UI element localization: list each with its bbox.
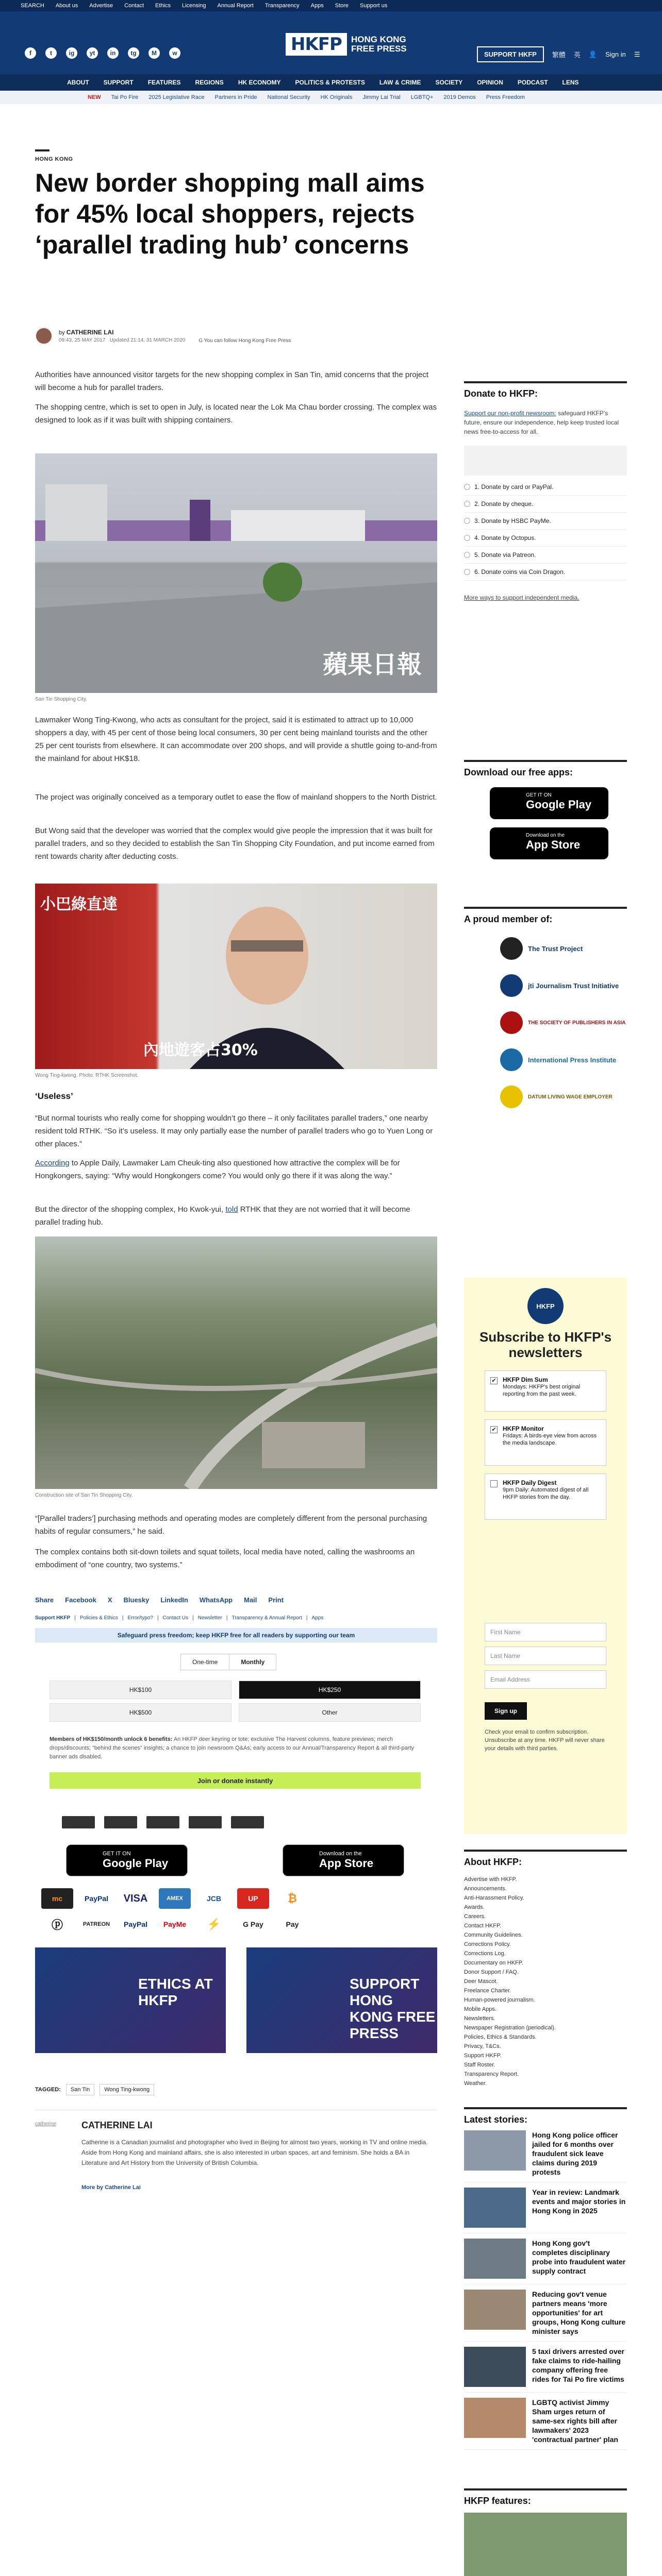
author-name-link[interactable]: CATHERINE LAI (66, 329, 114, 336)
story-item[interactable] (464, 2233, 627, 2284)
living-wage-icon (500, 1086, 523, 1108)
about-link[interactable]: Contact HKFP. (464, 1923, 501, 1929)
radio-icon (464, 569, 470, 575)
told-link[interactable]: told (225, 1205, 238, 1214)
support-hkfp-button[interactable]: SUPPORT HKFP (477, 46, 544, 62)
nav-regions[interactable]: REGIONS (195, 79, 224, 86)
share-bluesky[interactable]: Bluesky (123, 1596, 150, 1604)
topbar-about[interactable]: About us (55, 3, 78, 9)
ipi-logo (189, 1816, 222, 1828)
nav-opinion[interactable]: OPINION (477, 79, 503, 86)
method-label: 1. Donate by card or PayPal. (474, 483, 554, 490)
byline (35, 327, 291, 345)
about-link[interactable]: Corrections Policy. (464, 1941, 511, 1947)
author-box (35, 2110, 437, 2121)
telegram-icon[interactable]: tg (128, 47, 139, 59)
topbar-contact[interactable]: Contact (124, 3, 144, 9)
trending-item[interactable]: Press Freedom (486, 94, 525, 100)
top-utility-bar (0, 0, 662, 11)
jti-logo (104, 1816, 137, 1828)
amount-option[interactable]: HK$500 (49, 1703, 231, 1722)
paragraph: But Wong said that the developer was worried that the complex would give people the impression that it was built for parallel traders, and so they decided to establish the San Tin Shopping City Foundation, and put income earned from rent towards charity after deducting costs. (35, 826, 435, 861)
store-big-text: Google Play (103, 1857, 169, 1870)
story-item[interactable] (464, 2284, 627, 2342)
method-label: 5. Donate via Patreon. (474, 551, 536, 558)
story-title[interactable]: Hong Kong police officer jailed for 6 months over fraudulent sick leave claims during 2019 protests (532, 2131, 618, 2176)
about-link[interactable]: Anti-Harassment Policy. (464, 1895, 524, 1901)
jti-badge[interactable] (500, 974, 627, 997)
google-pay-icon: G Pay (243, 1920, 263, 1928)
newsletter-signup-button[interactable]: Sign up (485, 1702, 527, 1720)
article-headline: New border shopping mall aims for 45% local shoppers, rejects ‘parallel trading hub’ concerns (35, 168, 425, 259)
story-thumbnail (464, 2347, 526, 2387)
about-link[interactable]: Community Guidelines. (464, 1932, 523, 1938)
x-icon[interactable]: t (45, 47, 57, 59)
nav-hk-economy[interactable]: HK ECONOMY (238, 79, 281, 86)
donation-amounts (49, 1681, 421, 1722)
about-link[interactable]: Advertise with HKFP. (464, 1876, 517, 1883)
topbar-apps[interactable]: Apps (310, 3, 324, 9)
benefits-heading: Members of HK$150/month unlock 6 benefits: (49, 1736, 173, 1742)
donation-method[interactable] (464, 479, 627, 496)
sidebar-app-store[interactable] (490, 827, 608, 859)
trending-bar (0, 91, 662, 104)
header-actions (477, 46, 640, 62)
about-link[interactable]: Donor Support / FAQ. (464, 1969, 519, 1975)
trust-project-logo (62, 1816, 95, 1828)
author-avatar[interactable] (35, 327, 53, 345)
story-item[interactable] (464, 2125, 627, 2182)
monthly-tab[interactable]: Monthly (229, 1654, 276, 1670)
nav-about[interactable]: ABOUT (67, 79, 89, 86)
ipi-badge[interactable] (500, 1048, 627, 1071)
donate-heading: Donate to HKFP: (464, 381, 627, 399)
article-kicker[interactable]: HONG KONG (35, 156, 73, 162)
trending-item[interactable]: Tai Po Fire (111, 94, 139, 100)
share-mail[interactable]: Mail (244, 1596, 257, 1604)
article-footer-links (35, 1615, 323, 1621)
sign-in-link[interactable]: Sign in (605, 50, 626, 58)
paragraph: “[Parallel traders’] purchasing methods and operating modes are completely different from the personal purchasing habits of regular consumers,” he said. (35, 1514, 427, 1536)
youtube-icon[interactable]: yt (87, 47, 98, 59)
trending-item[interactable]: HK Originals (320, 94, 353, 100)
trending-item[interactable]: 2025 Legislative Race (148, 94, 205, 100)
trending-item[interactable]: LGBTQ+ (410, 94, 434, 100)
donation-method[interactable] (464, 513, 627, 530)
footer-link[interactable]: Contact Us (162, 1615, 189, 1621)
tagged-label: TAGGED: (35, 2087, 61, 2093)
whatsapp-icon[interactable]: w (169, 47, 180, 59)
store-small-text: GET IT ON (526, 792, 552, 798)
donation-frequency-toggle (180, 1654, 276, 1670)
checkbox-checked[interactable]: ✔ (490, 1377, 498, 1384)
newsletter-option-dim-sum[interactable] (485, 1370, 606, 1412)
separator: | (157, 1615, 159, 1621)
about-link[interactable]: Mobile Apps. (464, 2006, 496, 2012)
living-wage-logo (231, 1816, 264, 1828)
mastercard-icon: mc (41, 1888, 73, 1909)
about-link[interactable]: Staff Roster. (464, 2062, 495, 2068)
method-label: 4. Donate by Octopus. (474, 534, 536, 541)
one-time-tab[interactable]: One-time (192, 1658, 218, 1666)
newsletter-desc: 9pm Daily: Automated digest of all HKFP stories from the day. (503, 1487, 589, 1500)
jti-icon (500, 974, 523, 997)
topbar-transparency[interactable]: Transparency (264, 3, 300, 9)
join-donate-button[interactable]: Join or donate instantly (49, 1772, 421, 1789)
store-small-text: GET IT ON (103, 1851, 131, 1857)
story-item[interactable] (464, 2182, 627, 2233)
about-link[interactable]: Freelance Charter. (464, 1988, 511, 1994)
menu-icon[interactable]: ☰ (634, 50, 640, 58)
newsletter-title: HKFP Monitor (503, 1425, 544, 1432)
share-x[interactable]: X (107, 1596, 112, 1604)
about-link[interactable]: Human-powered journalism. (464, 1997, 535, 2003)
story-thumbnail (464, 2290, 526, 2330)
octopus-icon: ⚡ (207, 1918, 221, 1930)
paragraph: The shopping centre, which is set to open in July, is located near the Lok Ma Chau border crossing. The complex was designed to look as if it was built with shipping containers. (35, 403, 437, 425)
story-thumbnail (464, 2130, 526, 2171)
about-heading: About HKFP: (464, 1850, 627, 1868)
author-bio: Catherine is a Canadian journalist and photographer who lived in Beijing for almost two years, working in TV and online media. Aside from Hong Kong and mainland affairs, she is also interested in urban spaces, art and feminism. She holds a BA in Literature and Art History from the University of British Columbia. (81, 2139, 428, 2166)
amex-icon: AMEX (159, 1888, 191, 1909)
share-label: Share (35, 1596, 54, 1604)
logo-text: HONG KONG FREE PRESS (351, 35, 407, 54)
method-label: 3. Donate by HSBC PayMe. (474, 517, 551, 524)
google-icon: G (198, 337, 203, 344)
instagram-icon[interactable]: ig (66, 47, 77, 59)
ethics-promo-banner[interactable]: ETHICS AT HKFP (35, 1947, 226, 2053)
store-big-text: App Store (319, 1857, 374, 1870)
benefits-text: An HKFP deer keyring or tote; exclusive The Harvest columns, feature previews; merch drops/discounts; “behind the scenes” insights; a chance to join newsroom Q&As; early access to our Annual/Transparency Report & all third-party banner ads disabled. (49, 1736, 415, 1760)
footer-link[interactable]: Error/typo? (127, 1615, 153, 1621)
according-link[interactable]: According (35, 1159, 70, 1167)
topbar-search[interactable]: SEARCH (21, 3, 44, 9)
construction-site-photo (35, 1236, 437, 1489)
about-link[interactable]: Transparency Report. (464, 2071, 519, 2077)
paragraph (35, 1203, 437, 1229)
share-facebook[interactable]: Facebook (65, 1596, 96, 1604)
footer-link[interactable]: Policies & Ethics (79, 1615, 118, 1621)
wong-ting-kwong-photo (35, 884, 437, 1069)
apple-daily-watermark: 蘋果日報 (322, 650, 422, 679)
amount-option-selected[interactable]: HK$250 (239, 1681, 421, 1699)
latest-heading: Latest stories: (464, 2107, 627, 2125)
mastodon-icon[interactable]: M (148, 47, 160, 59)
aerial-art (35, 1236, 437, 1489)
newsletter-logo: HKFP (527, 1288, 564, 1324)
latest-stories (464, 2107, 627, 2450)
trending-item[interactable]: Partners in Pride (214, 94, 257, 100)
about-link[interactable]: Newsletters. (464, 2015, 495, 2022)
facebook-icon[interactable]: f (25, 47, 36, 59)
topbar-licensing[interactable]: Licensing (182, 3, 206, 9)
member-heading: A proud member of: (464, 907, 627, 925)
about-link[interactable]: Careers. (464, 1913, 486, 1920)
user-icon[interactable]: 👤 (588, 50, 598, 58)
about-sidebar (464, 1850, 627, 2088)
new-badge: NEW (88, 94, 101, 100)
footer-link[interactable]: Newsletter (197, 1615, 222, 1621)
tags-row (35, 2084, 154, 2095)
language-switch[interactable]: 繁體 (552, 51, 566, 59)
checkbox-unchecked[interactable] (490, 1480, 498, 1487)
membership-benefits (49, 1735, 421, 1761)
paragraph-text: RTHK that they are not worried that it will become parallel trading hub. (35, 1205, 410, 1227)
radio-icon (464, 552, 470, 558)
about-link[interactable]: Corrections Log. (464, 1951, 506, 1957)
paragraph-text: But the director of the shopping complex, Ho Kwok-yui, (35, 1205, 226, 1214)
living-wage-badge[interactable] (500, 1086, 627, 1108)
trending-item[interactable]: 2019 Demos (443, 94, 476, 100)
patreon-icon: PATREON (82, 1921, 110, 1927)
feature-image[interactable] (464, 2513, 627, 2576)
membership-sidebar (464, 907, 627, 1123)
paragraph-text: to Apple Daily, Lawmaker Lam Cheuk-ting also questioned how attractive the complex will be for Hongkongers, saying: “Why would Hongkongers come? You would only go there if it was along the way.” (35, 1159, 400, 1180)
follow-label: You can follow Hong Kong Free Press (204, 337, 291, 344)
story-title[interactable]: 5 taxi drivers arrested over fake claims to ride-hailing company offering free rides for Tai Po fire victims (532, 2347, 624, 2383)
newsletter-desc: Mondays: HKFP's best original reporting from the past week. (503, 1384, 581, 1397)
apple-pay-icon: Pay (286, 1920, 299, 1928)
story-item[interactable] (464, 2342, 627, 2393)
paragraph: “But normal tourists who really come for shopping wouldn’t go there – it only facilitates parallel traders,” one nearby resident told RTHK. “So it’s useless. It may only partially ease the number of parallel traders who go to Yuen Long or other places.” (35, 1114, 433, 1148)
by-label: by (59, 330, 65, 336)
social-links (25, 47, 180, 59)
tag-link[interactable]: San Tin (66, 2084, 94, 2095)
donate-intro (464, 409, 627, 436)
newsletter-option-monitor[interactable] (485, 1419, 606, 1466)
payme-icon: PayMe (163, 1920, 187, 1928)
trending-item[interactable]: National Security (267, 94, 310, 100)
newsletter-title: HKFP Daily Digest (503, 1479, 557, 1486)
sopa-logo (146, 1816, 179, 1828)
newsletter-title: HKFP Dim Sum (503, 1376, 548, 1383)
apps-sidebar (464, 760, 627, 859)
more-by-author-link[interactable]: More by Catherine Lai (81, 2184, 141, 2191)
author-box-name[interactable]: CATHERINE LAI (81, 2120, 153, 2130)
sopa-badge[interactable] (500, 1011, 627, 1034)
site-header (0, 11, 662, 74)
topbar-support[interactable]: Support us (360, 3, 388, 9)
separator: | (122, 1615, 124, 1621)
more-ways-link[interactable]: More ways to support independent media. (464, 594, 580, 601)
support-promo-banner[interactable]: SUPPORT HONG KONG FREE PRESS (246, 1947, 437, 2053)
about-link[interactable]: Documentary on HKFP. (464, 1960, 523, 1966)
paragraph (35, 1157, 437, 1182)
support-newsroom-link[interactable]: Support our non-profit newsroom: (464, 410, 556, 417)
story-title[interactable]: LGBTQ activist Jimmy Sham urges return of same-sex rights bill after lawmakers' 2023 'contractual partner' plan (532, 2398, 618, 2444)
nav-features[interactable]: FEATURES (147, 79, 181, 86)
share-row (35, 1596, 284, 1604)
share-print[interactable]: Print (268, 1596, 284, 1604)
payment-methods-row-1 (41, 1888, 308, 1909)
nav-society[interactable]: SOCIETY (435, 79, 463, 86)
payment-methods-row-2 (41, 1914, 308, 1935)
story-title[interactable]: Reducing gov't venue partners means 'more opportunities' for art groups, Hong Kong culture minister says (532, 2290, 626, 2335)
newsletter-heading: Subscribe to HKFP's newsletters (479, 1329, 612, 1360)
story-item[interactable] (464, 2393, 627, 2450)
publish-date: 09:43, 25 MAY 2017 (59, 337, 106, 343)
donate-intro-text: safeguard HKFP’s future, ensure our independence, help keep trusted local news free-to-access for all. (464, 410, 619, 435)
section-subhead: ‘Useless’ (35, 1091, 73, 1101)
paragraph: The project was originally conceived as a temporary outlet to ease the flow of mainland shoppers to the North District. (35, 793, 437, 802)
patreon-p-icon: ⓟ (51, 1918, 63, 1931)
member-org-logos (62, 1816, 264, 1828)
author-photo[interactable]: catherine (35, 2121, 57, 2127)
radio-icon (464, 484, 470, 490)
separator: | (226, 1615, 228, 1621)
story-thumbnail (464, 2398, 526, 2438)
site-logo[interactable] (286, 33, 408, 56)
visa-icon: VISA (123, 1892, 148, 1904)
amount-option[interactable]: Other (239, 1703, 421, 1722)
updated-date: Updated 21:14, 31 MARCH 2020 (109, 337, 186, 343)
last-name-field[interactable]: Last Name (485, 1647, 606, 1665)
store-big-text: Google Play (526, 798, 592, 811)
sidebar-google-play[interactable] (490, 787, 608, 819)
about-link[interactable]: Newspaper Registration (periodical). (464, 2025, 556, 2031)
nav-law-crime[interactable]: LAW & CRIME (379, 79, 421, 86)
jcb-icon: JCB (206, 1894, 221, 1903)
topbar-ethics[interactable]: Ethics (155, 3, 171, 9)
app-store-button[interactable] (283, 1844, 404, 1876)
follow-hkfp-link[interactable] (198, 338, 291, 344)
photo-caption: San Tin Shopping City. (35, 697, 87, 702)
share-linkedin[interactable]: LinkedIn (160, 1596, 188, 1604)
story-thumbnail (464, 2188, 526, 2228)
member-name: jti Journalism Trust Initiative (528, 981, 619, 990)
card-logos (464, 446, 627, 476)
nav-support[interactable]: SUPPORT (103, 79, 134, 86)
story-title[interactable]: Hong Kong gov't completes disciplinary probe into fraudulent water supply contract (532, 2239, 626, 2275)
about-link[interactable]: Privacy, T&Cs. (464, 2043, 501, 2049)
newsletter-note: Check your email to confirm subscription. Unsubscribe at any time. HKFP will never share your details with third parties. (485, 1729, 605, 1752)
radio-icon (464, 501, 470, 507)
about-link[interactable]: Policies, Ethics & Standards. (464, 2034, 537, 2040)
nav-lens[interactable]: LENS (562, 79, 579, 86)
member-name: The Trust Project (528, 944, 583, 953)
main-nav (0, 74, 662, 91)
paragraph: The complex contains both sit-down toilets and squat toilets, local media have noted, calling the washrooms an embodiment of “one country, two systems.” (35, 1548, 415, 1569)
email-field[interactable]: Email Address (485, 1670, 606, 1689)
footer-link[interactable]: Apps (311, 1615, 324, 1621)
logo-mark: HKFP (286, 33, 347, 56)
amount-option[interactable]: HK$100 (49, 1681, 231, 1699)
paragraph: Lawmaker Wong Ting-Kwong, who acts as consultant for the project, said it is estimated to attract up to 10,000 shoppers a day, with 45 per cent of those being local consumers, 30 per cent being mainland tourists and the other 25 per cent tourists from elsewhere. It can accommodate over 200 shops, and will provide a shuttle going to-and-from the mainland for about HK$18. (35, 716, 437, 763)
story-thumbnail (464, 2239, 526, 2279)
store-small-text: Download on the (526, 833, 565, 838)
kicker-rule (35, 149, 49, 151)
hkfp-features (464, 2488, 627, 2576)
photo-overlay-bottom: 內地遊客占30% (143, 1041, 258, 1059)
trust-project-badge[interactable] (500, 937, 627, 960)
donation-method[interactable] (464, 530, 627, 547)
about-link[interactable]: Weather. (464, 2080, 487, 2087)
member-name: DATUM LIVING WAGE EMPLOYER (528, 1094, 613, 1100)
photo-caption: Wong Ting-kwong. Photo: RTHK Screenshot. (35, 1073, 139, 1078)
member-name: International Press Institute (528, 1056, 617, 1064)
apps-heading: Download our free apps: (464, 760, 627, 778)
separator: | (192, 1615, 194, 1621)
google-play-button[interactable] (66, 1844, 188, 1876)
member-name: THE SOCIETY OF PUBLISHERS IN ASIA (528, 1020, 626, 1026)
mall-photo (35, 453, 437, 693)
radio-icon (464, 518, 470, 524)
about-link[interactable]: Support HKFP. (464, 2053, 502, 2059)
checkbox-checked[interactable]: ✔ (490, 1426, 498, 1433)
store-big-text: App Store (526, 838, 581, 851)
footer-link[interactable]: Transparency & Annual Report (231, 1615, 302, 1621)
newsletter-option-daily[interactable] (485, 1473, 606, 1520)
separator: | (306, 1615, 308, 1621)
store-small-text: Download on the (319, 1851, 362, 1857)
separator: | (74, 1615, 76, 1621)
paragraph: Authorities have announced visitor targets for the new shopping complex in San Tin, amid concerns that the project will become a hub for parallel traders. (35, 370, 428, 392)
topbar-store[interactable]: Store (335, 3, 349, 9)
linkedin-icon[interactable]: in (107, 47, 119, 59)
method-label: 6. Donate coins via Coin Dragon. (474, 568, 566, 575)
radio-icon (464, 535, 470, 541)
language-flag-icon[interactable]: 英 (573, 51, 581, 59)
trust-project-icon (500, 937, 523, 960)
about-link[interactable]: Awards. (464, 1904, 485, 1910)
ipi-icon (500, 1048, 523, 1071)
sopa-icon (500, 1011, 523, 1034)
photo-caption: Construction site of San Tin Shopping City. (35, 1493, 133, 1498)
donation-method[interactable] (464, 564, 627, 581)
support-banner[interactable]: Safeguard press freedom; keep HKFP free for all readers by supporting our team (35, 1628, 437, 1642)
topbar-advertise[interactable]: Advertise (89, 3, 113, 9)
paypal-icon: PayPal (124, 1920, 147, 1928)
story-title[interactable]: Year in review: Landmark events and major stories in Hong Kong in 2025 (532, 2188, 626, 2215)
nav-podcast[interactable]: PODCAST (517, 79, 548, 86)
paypal-icon: PayPal (85, 1894, 108, 1903)
bitcoin-icon: ₿ (288, 1892, 297, 1905)
donate-sidebar (464, 381, 627, 602)
about-list (464, 1875, 627, 2088)
tag-link[interactable]: Wong Ting-kwong (100, 2084, 154, 2095)
share-whatsapp[interactable]: WhatsApp (199, 1596, 233, 1604)
donation-method[interactable] (464, 547, 627, 564)
method-label: 2. Donate by cheque. (474, 500, 534, 507)
features-heading: HKFP features: (464, 2488, 627, 2506)
trending-item[interactable]: Jimmy Lai Trial (362, 94, 401, 100)
first-name-field[interactable]: First Name (485, 1623, 606, 1641)
unionpay-icon: UP (237, 1888, 269, 1909)
topbar-annual-report[interactable]: Annual Report (217, 3, 254, 9)
donation-methods-list (464, 446, 627, 581)
donation-method[interactable] (464, 496, 627, 513)
about-link[interactable]: Deer Mascot. (464, 1978, 498, 1985)
newsletter-desc: Fridays: A birds-eye view from across the media landscape. (503, 1433, 597, 1446)
photo-overlay-top: 小巴綠直達 (40, 895, 118, 913)
footer-link[interactable]: Support HKFP (35, 1615, 71, 1621)
about-link[interactable]: Announcements. (464, 1886, 507, 1892)
nav-politics[interactable]: POLITICS & PROTESTS (295, 79, 365, 86)
